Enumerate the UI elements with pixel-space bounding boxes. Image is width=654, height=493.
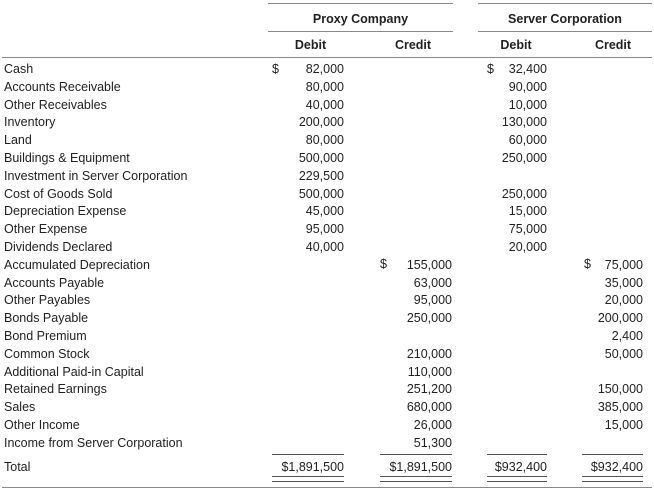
row-value-server-credit: 150,000	[597, 382, 643, 396]
row-value-server-credit: 385,000	[597, 400, 643, 414]
row-value-proxy-credit: 680,000	[406, 400, 452, 414]
row-label: Other Receivables	[4, 98, 107, 112]
row-label: Buildings & Equipment	[4, 151, 130, 165]
row-value-server-credit: 2,400	[611, 329, 643, 343]
row-value-proxy-debit: 40,000	[305, 240, 344, 254]
header-proxy-debit: Debit	[294, 38, 327, 52]
row-label: Bond Premium	[4, 329, 87, 343]
row-label: Sales	[4, 400, 36, 414]
row-value-proxy-credit: 251,200	[406, 382, 452, 396]
row-label: Accounts Payable	[4, 276, 105, 290]
row-value-proxy-debit: 500,000	[298, 151, 344, 165]
subtotal-rule-server-credit	[582, 454, 643, 455]
row-value-proxy-debit: 80,000	[305, 80, 344, 94]
row-value-proxy-debit: 45,000	[305, 204, 344, 218]
row-label: Land	[4, 133, 32, 147]
row-value-server-debit: 250,000	[501, 151, 547, 165]
total-server-credit: $932,400	[590, 460, 643, 474]
row-label: Investment in Server Corporation	[4, 169, 188, 183]
row-value-server-debit: 60,000	[508, 133, 547, 147]
row-label: Dividends Declared	[4, 240, 113, 254]
total-double-rule-server-credit	[582, 476, 643, 482]
header-server-debit: Debit	[500, 38, 532, 52]
total-proxy-credit: $1,891,500	[389, 460, 452, 474]
row-label: Additional Paid-in Capital	[4, 365, 144, 379]
row-value-proxy-debit: 500,000	[298, 187, 344, 201]
row-value-server-debit: 32,400	[508, 62, 547, 76]
row-label: Accounts Receivable	[4, 80, 121, 94]
header-proxy-credit: Credit	[394, 38, 432, 52]
row-value-server-debit: 10,000	[508, 98, 547, 112]
header-server-corporation: Server Corporation	[508, 12, 622, 26]
dollar-sign-proxy-credit: $	[380, 257, 387, 271]
total-server-debit: $932,400	[494, 460, 547, 474]
row-label: Bonds Payable	[4, 311, 89, 325]
total-double-rule-proxy-credit	[380, 476, 452, 482]
dollar-sign-server-debit: $	[487, 62, 494, 76]
row-value-proxy-debit: 229,500	[298, 169, 344, 183]
row-label: Retained Earnings	[4, 382, 107, 396]
row-label: Depreciation Expense	[4, 204, 127, 218]
row-label: Income from Server Corporation	[4, 436, 183, 450]
row-value-server-debit: 15,000	[508, 204, 547, 218]
dollar-sign-server-credit: $	[584, 257, 591, 271]
row-value-server-debit: 130,000	[501, 115, 547, 129]
row-label: Cash	[4, 62, 34, 76]
total-label: Total	[4, 460, 31, 474]
dollar-sign-proxy-debit: $	[272, 62, 279, 76]
rule-under-column-headers	[2, 57, 652, 58]
row-value-server-credit: 15,000	[604, 418, 643, 432]
row-value-proxy-credit: 250,000	[406, 311, 452, 325]
subtotal-rule-proxy-credit	[380, 454, 452, 455]
row-value-server-credit: 75,000	[604, 258, 643, 272]
row-label: Other Expense	[4, 222, 88, 236]
row-value-proxy-credit: 110,000	[407, 365, 452, 379]
total-double-rule-proxy-debit	[272, 476, 344, 482]
row-value-proxy-debit: 82,000	[305, 62, 344, 76]
top-rule-server	[478, 3, 652, 4]
row-value-proxy-credit: 51,300	[413, 436, 452, 450]
row-value-proxy-credit: 26,000	[413, 418, 452, 432]
row-value-server-debit: 90,000	[508, 80, 547, 94]
row-value-server-debit: 20,000	[508, 240, 547, 254]
row-value-proxy-credit: 63,000	[413, 276, 452, 290]
row-value-server-debit: 75,000	[508, 222, 547, 236]
row-value-server-credit: 20,000	[604, 293, 643, 307]
header-proxy-company: Proxy Company	[312, 12, 409, 26]
row-value-proxy-debit: 80,000	[305, 133, 344, 147]
row-label: Inventory	[4, 115, 56, 129]
header-server-credit: Credit	[594, 38, 632, 52]
row-label: Other Payables	[4, 293, 91, 307]
rule-under-server	[478, 31, 652, 32]
subtotal-rule-server-debit	[487, 454, 547, 455]
row-label: Common Stock	[4, 347, 90, 361]
row-value-proxy-debit: 40,000	[305, 98, 344, 112]
row-value-proxy-debit: 95,000	[305, 222, 344, 236]
subtotal-rule-proxy-debit	[272, 454, 344, 455]
row-value-server-credit: 50,000	[604, 347, 643, 361]
row-label: Accumulated Depreciation	[4, 258, 150, 272]
total-double-rule-server-debit	[487, 476, 547, 482]
row-value-server-credit: 200,000	[597, 311, 643, 325]
row-label: Cost of Goods Sold	[4, 187, 113, 201]
row-value-server-credit: 35,000	[604, 276, 643, 290]
row-value-proxy-credit: 95,000	[413, 293, 452, 307]
total-proxy-debit: $1,891,500	[281, 460, 344, 474]
row-value-proxy-debit: 200,000	[298, 115, 344, 129]
bottom-rule	[2, 487, 652, 488]
row-value-proxy-credit: 210,000	[406, 347, 452, 361]
top-rule-proxy	[268, 3, 453, 4]
rule-under-proxy	[268, 31, 453, 32]
row-value-proxy-credit: 155,000	[406, 258, 452, 272]
row-label: Other Income	[4, 418, 80, 432]
row-value-server-debit: 250,000	[501, 187, 547, 201]
